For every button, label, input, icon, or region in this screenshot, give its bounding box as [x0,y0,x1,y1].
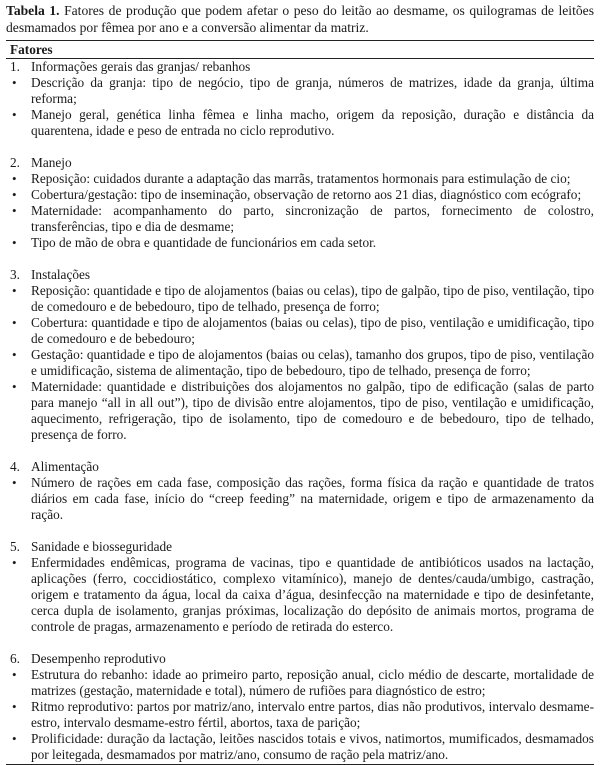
section-number: 3. [10,267,20,282]
section-label: Instalações [31,267,91,282]
bullet-item: • Número de rações em cada fase, composição das rações, forma física da ração e quantidade de tratos diários em cada fase, início do “creep feeding” na maternidade, origem e tipo de armazenamento da ração. [6,475,594,523]
bullet-item: • Estrutura do rebanho: idade ao primeiro parto, reposição anual, ciclo médio de descarte, mortalidade de matrizes (gestação, maternidade e total), número de rufiões para diagnóstico de estro; [6,667,594,699]
table-body [6,59,594,763]
bullet-item: • Enfermidades endêmicas, programa de vacinas, tipo e quantidade de antibióticos usados na lactação, aplicações (ferro, coccidiostático, complexo vitamínico), manejo de dentes/cauda/umbigo, castração, origem e tratamento da água, local da caixa d’água, desinfecção na maternidade e tipo de desinfetante, cerca dupla de isolamento, granjas próximas, localização do depósito de animais mortos, programa de controle de pragas, armazenamento e período de retirada do esterco. [6,555,594,635]
section-label: Desempenho reprodutivo [31,651,166,666]
section-items [6,475,594,523]
section-title [6,539,594,555]
section-number: 4. [10,459,20,474]
bullet-item: • Maternidade: acompanhamento do parto, sincronização de partos, fornecimento de colostro, transferências, tipo e dia de desmame; [6,203,594,235]
section-label: Sanidade e biosseguridade [31,539,173,554]
section-items [6,171,594,251]
section-label: Informações gerais das granjas/ rebanhos [31,59,251,74]
section-title [6,59,594,75]
section-number: 6. [10,651,20,666]
factor-section [6,59,594,139]
factor-section [6,651,594,763]
section-title [6,267,594,283]
bullet-item: • Manejo geral, genética linha fêmea e linha macho, origem da reposição, duração e distância da quarentena, idade e peso de entrada no ciclo reprodutivo. [6,107,594,139]
section-title [6,459,594,475]
document-page [0,3,600,762]
section-label: Alimentação [31,459,99,474]
bullet-item: • Cobertura/gestação: tipo de inseminação, observação de retorno aos 21 dias, diagnóstico com ecógrafo; [6,187,594,203]
table-caption [6,3,594,36]
section-items [6,75,594,139]
bullet-item: • Tipo de mão de obra e quantidade de funcionários em cada setor. [6,235,594,251]
bullet-item: • Gestação: quantidade e tipo de alojamentos (baias ou celas), tamanho dos grupos, tipo de piso, ventilação e umidificação, sistema de alimentação, tipo de bebedouro, tipo de telhado, presença de forro; [6,347,594,379]
section-spacer [6,635,594,651]
bullet-item: • Cobertura: quantidade e tipo de alojamentos (baias ou celas), tipo de piso, ventilação e umidificação, tipo de comedouro e de bebedouro; [6,315,594,347]
table-header: Fatores [10,42,53,57]
bullet-item: • Ritmo reprodutivo: partos por matriz/ano, intervalo entre partos, dias não produtivos, intervalo desmame-estro, intervalo desmame-estro fértil, abortos, taxa de parição; [6,699,594,731]
bullet-item: • Reposição: quantidade e tipo de alojamentos (baias ou celas), tipo de galpão, tipo de piso, ventilação, tipo de comedouro e de bebedouro, tipo de telhado, presença de forro; [6,283,594,315]
section-spacer [6,443,594,459]
section-title [6,651,594,667]
factor-section [6,539,594,635]
section-title [6,155,594,171]
bullet-item: • Prolificidade: duração da lactação, leitões nascidos totais e vivos, natimortos, mumificados, desmamados por leitegada, desmamados por matriz/ano, consumo de ração pela matriz/ano. [6,731,594,763]
section-label: Manejo [31,155,72,170]
section-spacer [6,139,594,155]
section-spacer [6,523,594,539]
caption-label: Tabela 1. [6,3,60,18]
section-number: 1. [10,59,20,74]
bullet-item: • Reposição: cuidados durante a adaptação das marrãs, tratamentos hormonais para estimulação de cio; [6,171,594,187]
section-items [6,283,594,443]
section-number: 5. [10,539,20,554]
bullet-item: • Maternidade: quantidade e distribuições dos alojamentos no galpão, tipo de edificação (salas de parto para manejo “all in all out”), tipo de divisão entre alojamentos, tipo de piso, ventilação e umidificação, aquecimento, refrigeração, tipo de isolamento, tipo de comedouro e de bebedouro, tipo de telhado, presença de forro. [6,379,594,443]
factor-section [6,267,594,443]
section-items [6,555,594,635]
section-spacer [6,251,594,267]
caption-text: Fatores de produção que podem afetar o peso do leitão ao desmame, os quilogramas de leitões desmamados por fêmea por ano e a conversão alimentar da matriz. [6,3,594,35]
bullet-item: • Descrição da granja: tipo de negócio, tipo de granja, números de matrizes, idade da granja, última reforma; [6,75,594,107]
section-number: 2. [10,155,20,170]
factor-section [6,155,594,251]
factor-section [6,459,594,523]
